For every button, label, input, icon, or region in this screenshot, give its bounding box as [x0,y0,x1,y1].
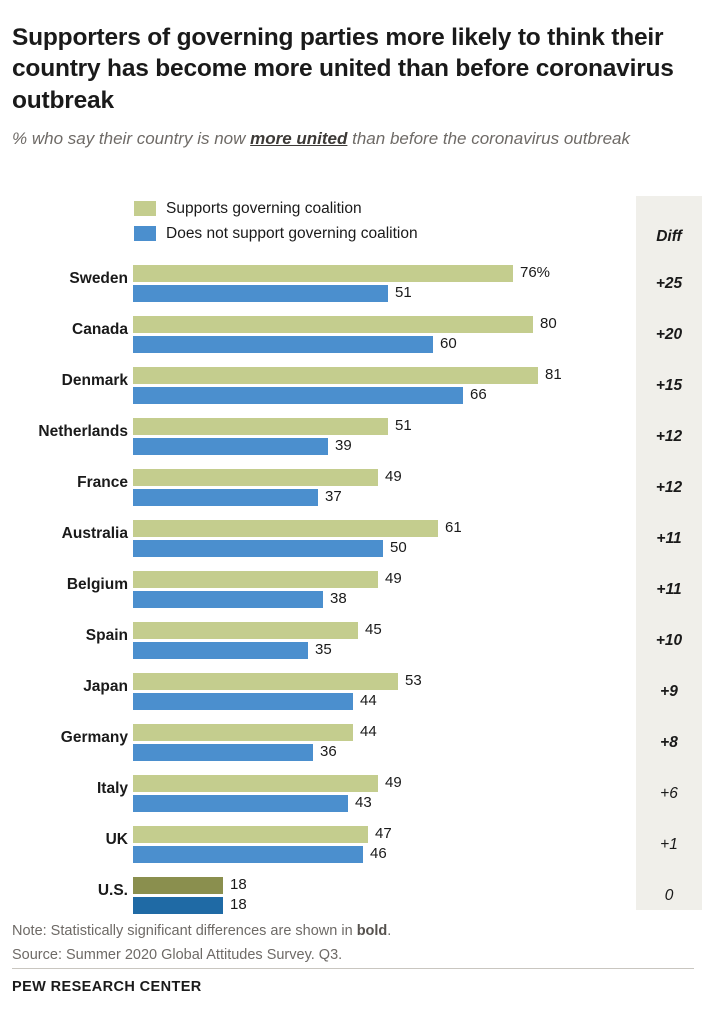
bar-value-supports: 51 [395,417,412,434]
chart-row [0,870,706,921]
row-label-italy: Italy [96,780,128,797]
bar-line-supports [133,367,633,384]
bar-does-not-support [133,285,388,302]
row-label-canada: Canada [72,321,128,338]
row-bars [133,367,633,407]
diff-value: +12 [655,479,683,496]
chart-subtitle [12,128,652,151]
row-bars [133,826,633,866]
bar-line-does-not-support [133,642,633,659]
bar-value-does-not-support: 18 [230,896,247,913]
legend-label-does-not-support: Does not support governing coalition [166,224,418,242]
diff-value: 0 [664,887,674,904]
row-bars [133,316,633,356]
bar-line-does-not-support [133,285,633,302]
bar-line-does-not-support [133,693,633,710]
bar-value-does-not-support: 66 [470,386,487,403]
row-bars [133,877,633,917]
note-pre: Note: Statistically significant differences are shown in [12,923,357,939]
row-label-denmark: Denmark [61,372,128,389]
row-label-belgium: Belgium [66,576,128,593]
bar-value-does-not-support: 50 [390,539,407,556]
bar-supports [133,673,398,690]
chart-row [0,360,706,411]
chart-row [0,666,706,717]
chart-row [0,717,706,768]
legend-item-does-not-support [134,221,418,246]
bar-line-supports [133,622,633,639]
bar-line-supports [133,877,633,894]
bar-value-does-not-support: 39 [335,437,352,454]
legend-item-supports [134,196,418,221]
bar-supports [133,367,538,384]
bar-does-not-support [133,387,463,404]
bar-line-supports [133,469,633,486]
diff-value: +12 [655,428,683,445]
bar-value-does-not-support: 60 [440,335,457,352]
chart-row [0,615,706,666]
chart-row [0,411,706,462]
diff-value: +20 [655,326,683,343]
row-bars [133,775,633,815]
diff-column-header: Diff [656,228,682,245]
bar-line-does-not-support [133,591,633,608]
bar-line-supports [133,418,633,435]
bar-value-does-not-support: 51 [395,284,412,301]
bar-does-not-support [133,897,223,914]
bar-line-supports [133,520,633,537]
chart-plot-area [0,258,706,921]
chart-row [0,462,706,513]
bar-line-does-not-support [133,489,633,506]
row-label-us: U.S. [97,882,128,899]
row-label-spain: Spain [85,627,128,644]
brand-label: PEW RESEARCH CENTER [12,979,202,995]
bar-does-not-support [133,336,433,353]
bar-value-does-not-support: 44 [360,692,377,709]
bar-line-does-not-support [133,387,633,404]
legend-swatch-supports [134,201,156,216]
bar-value-supports: 47 [375,825,392,842]
chart-row [0,564,706,615]
diff-value: +11 [656,581,682,598]
bar-supports [133,469,378,486]
bar-supports [133,418,388,435]
bar-value-supports: 53 [405,672,422,689]
chart-source: Source: Summer 2020 Global Attitudes Survey. Q3. [12,947,343,963]
chart-row [0,258,706,309]
bar-line-does-not-support [133,438,633,455]
bar-does-not-support [133,591,323,608]
bar-does-not-support [133,846,363,863]
bar-value-does-not-support: 36 [320,743,337,760]
bar-supports [133,724,353,741]
row-bars [133,469,633,509]
bar-value-supports: 49 [385,570,402,587]
bar-supports [133,316,533,333]
row-label-australia: Australia [61,525,128,542]
bar-value-supports: 61 [445,519,462,536]
bar-does-not-support [133,489,318,506]
bar-does-not-support [133,693,353,710]
row-bars [133,673,633,713]
chart-row [0,819,706,870]
row-label-uk: UK [105,831,128,848]
bar-line-supports [133,775,633,792]
diff-value: +6 [660,785,678,802]
subtitle-post: than before the coronavirus outbreak [347,129,630,148]
page-title: Supporters of governing parties more likely to think their country has become more united than before coronavirus outbreak [12,24,674,114]
legend-label-supports: Supports governing coalition [166,199,362,217]
row-label-netherlands: Netherlands [38,423,128,440]
diff-value: +11 [656,530,682,547]
bar-line-does-not-support [133,846,633,863]
row-bars [133,571,633,611]
bar-does-not-support [133,744,313,761]
diff-value: +1 [660,836,678,853]
bar-line-does-not-support [133,336,633,353]
diff-value: +10 [655,632,683,649]
row-label-sweden: Sweden [69,270,128,287]
note-post: . [387,923,392,939]
bar-value-supports: 49 [385,774,402,791]
chart-row [0,309,706,360]
bar-line-supports [133,265,633,282]
row-label-france: France [77,474,128,491]
bar-does-not-support [133,540,383,557]
bar-line-supports [133,724,633,741]
bar-line-does-not-support [133,540,633,557]
bar-value-supports: 81 [545,366,562,383]
bar-supports [133,877,223,894]
chart-row [0,513,706,564]
bar-supports [133,622,358,639]
bar-line-supports [133,826,633,843]
bar-does-not-support [133,438,328,455]
chart-note [12,920,391,942]
diff-value: +25 [655,275,683,292]
bar-supports [133,571,378,588]
bar-value-supports: 49 [385,468,402,485]
bar-line-supports [133,316,633,333]
bar-value-supports: 80 [540,315,557,332]
diff-value: +15 [655,377,683,394]
diff-value: +8 [660,734,678,751]
chart-row [0,768,706,819]
row-bars [133,520,633,560]
bar-line-does-not-support [133,744,633,761]
row-label-germany: Germany [60,729,128,746]
subtitle-highlight: more united [250,129,348,148]
bar-line-supports [133,571,633,588]
bar-line-does-not-support [133,795,633,812]
bar-value-supports: 44 [360,723,377,740]
bar-value-does-not-support: 43 [355,794,372,811]
bar-supports [133,520,438,537]
bar-does-not-support [133,642,308,659]
bar-supports [133,265,513,282]
row-bars [133,622,633,662]
bar-value-does-not-support: 37 [325,488,342,505]
bar-line-supports [133,673,633,690]
bar-value-does-not-support: 46 [370,845,387,862]
legend-swatch-does-not-support [134,226,156,241]
row-label-japan: Japan [83,678,128,695]
row-bars [133,418,633,458]
bar-value-does-not-support: 38 [330,590,347,607]
footer-divider [12,968,694,969]
bar-value-supports: 76% [520,264,551,281]
bar-value-supports: 45 [365,621,382,638]
note-bold: bold [356,923,388,939]
bar-supports [133,826,368,843]
row-bars [133,724,633,764]
diff-value: +9 [660,683,678,700]
chart-legend [134,196,418,246]
bar-value-supports: 18 [230,876,247,893]
bar-supports [133,775,378,792]
row-bars [133,265,633,305]
bar-does-not-support [133,795,348,812]
bar-value-does-not-support: 35 [315,641,332,658]
bar-line-does-not-support [133,897,633,914]
subtitle-pre: % who say their country is now [12,129,251,148]
